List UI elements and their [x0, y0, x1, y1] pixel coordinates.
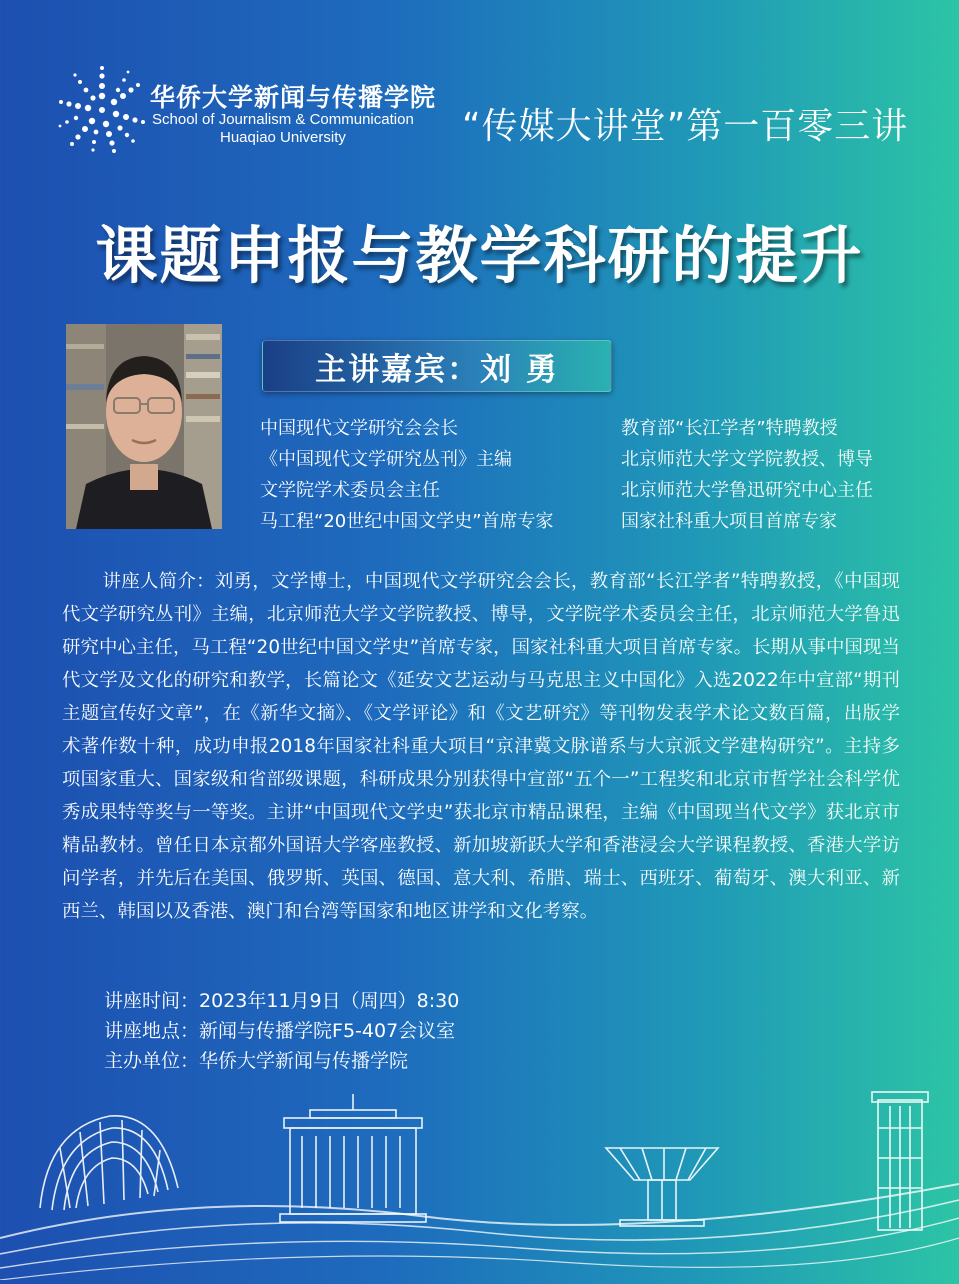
speaker-title-item: 北京师范大学鲁迅研究中心主任 [621, 480, 873, 501]
speaker-title-item: 国家社科重大项目首席专家 [621, 511, 837, 532]
lecture-series: “传媒大讲堂”第一百零三讲 [462, 106, 909, 147]
speaker-title-item: 北京师范大学文学院教授、博导 [621, 449, 873, 470]
logo-english-name: School of Journalism & Communication [152, 111, 414, 128]
logo-chinese-name: 华侨大学新闻与传播学院 [150, 83, 437, 112]
event-host-label: 主办单位： [104, 1050, 200, 1072]
speaker-title-item: 马工程“20世纪中国文学史”首席专家 [260, 511, 554, 532]
event-place-row [104, 1016, 459, 1046]
speaker-biography: 讲座人简介：刘勇，文学博士，中国现代文学研究会会长，教育部“长江学者”特聘教授，《中国现代文学研究丛刊》主编，北京师范大学文学院教授、博导，文学院学术委员会主任，北京师范大学鲁迅研究中心主任，马工程“20世纪中国文学史”首席专家，国家社科重大项目首席专家。长期从事中国现当代文学及文化的研究和教学，长篇论文《延安文艺运动与马克思主义中国化》入选2022年中宣部“期刊主题宣传好文章”，在《新华文摘》、《文学评论》和《文艺研究》等刊物发表学术论文数百篇，出版学术著作数十种，成功申报2018年国家社科重大项目“京津冀文脉谱系与大京派文学建构研究”。主持多项国家重大、国家级和省部级课题，科研成果分别获得中宣部“五个一”工程奖和北京市哲学社会科学优秀成果特等奖与一等奖。主讲“中国现代文学史”获北京市精品课程，主编《中国现当代文学》获北京市精品教材。曾任日本京都外国语大学客座教授、新加坡新跃大学和香港浸会大学课程教授、香港大学访问学者，并先后在美国、俄罗斯、英国、德国、意大利、希腊、瑞士、西班牙、葡萄牙、澳大利亚、新西兰、韩国以及香港、澳门和台湾等国家和地区讲学和文化考察。 [62, 571, 900, 922]
speaker-photo [66, 324, 222, 529]
event-time-label: 讲座时间： [104, 990, 200, 1012]
speaker-titles-right [621, 413, 873, 537]
university-logo-icon [58, 66, 146, 154]
event-info [104, 986, 459, 1076]
event-time-value: 2023年11月9日（周四）8:30 [199, 990, 460, 1012]
speaker-banner: 主讲嘉宾：刘 勇 [262, 340, 612, 392]
speaker-title-item: 《中国现代文学研究丛刊》主编 [260, 449, 512, 470]
campus-skyline-illustration [0, 1088, 959, 1280]
event-host-value: 华侨大学新闻与传播学院 [199, 1050, 409, 1072]
event-place-label: 讲座地点： [104, 1020, 200, 1042]
event-host-row [104, 1046, 459, 1076]
event-place-value: 新闻与传播学院F5-407会议室 [199, 1020, 456, 1042]
speaker-title-item: 中国现代文学研究会会长 [260, 418, 458, 439]
speaker-title-item: 文学院学术委员会主任 [260, 480, 440, 501]
logo-english-university: Huaqiao University [220, 129, 346, 146]
speaker-titles-left [260, 413, 554, 537]
speaker-title-item: 教育部“长江学者”特聘教授 [621, 418, 838, 439]
event-time-row [104, 986, 459, 1016]
page-title: 课题申报与教学科研的提升 [95, 219, 864, 292]
